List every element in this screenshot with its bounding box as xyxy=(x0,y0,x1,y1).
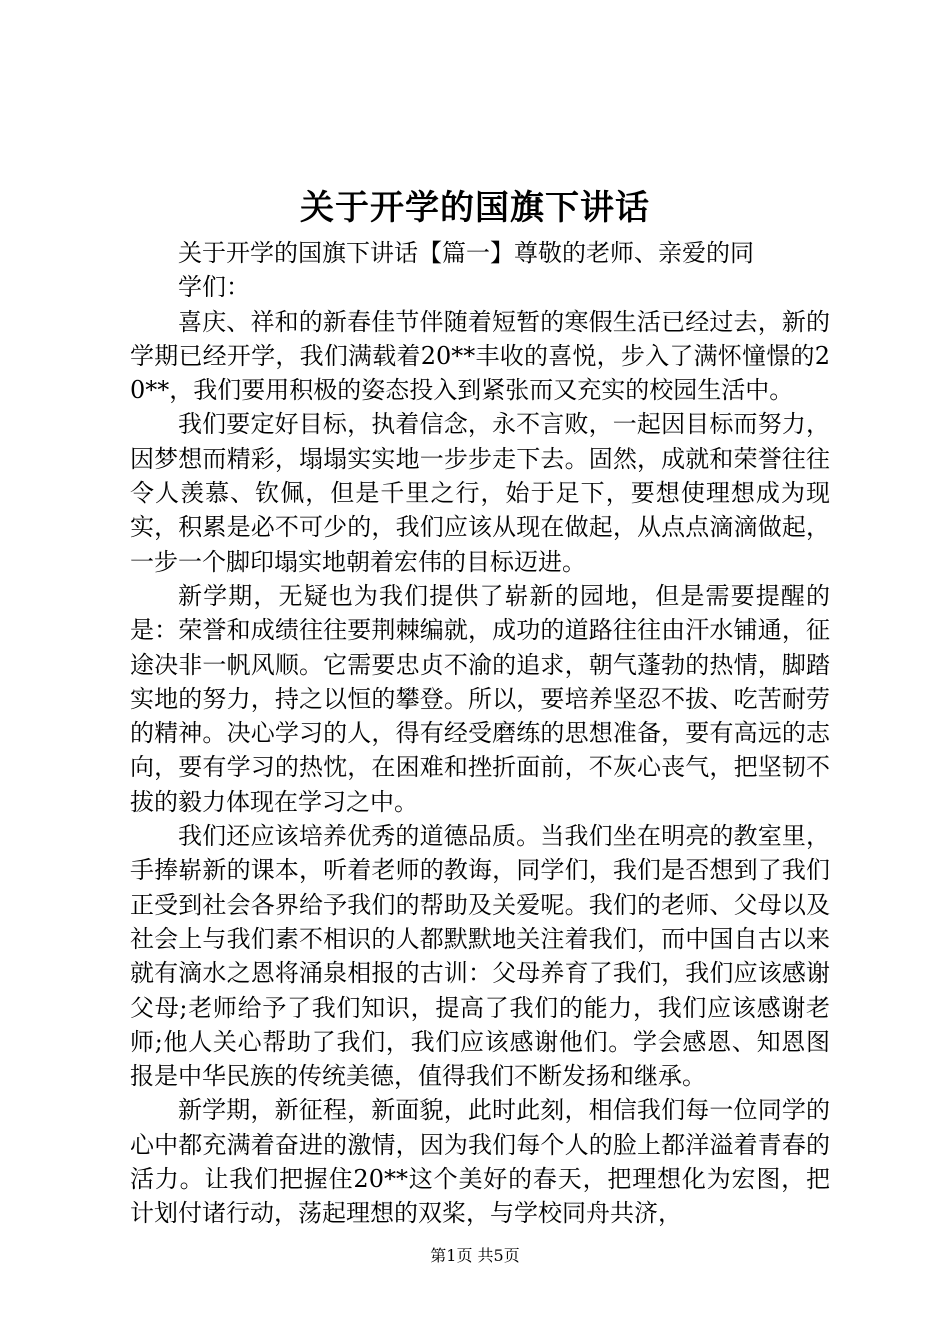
paragraph: 新学期，新征程，新面貌，此时此刻，相信我们每一位同学的心中都充满着奋进的激情，因为我们每个人的脸上都洋溢着青春的活力。让我们把握住20**这个美好的春天，把理想化为宏图，把计划付诸行动，荡起理想的双桨，与学校同舟共济， xyxy=(130,1096,830,1228)
paragraph: 我们还应该培养优秀的道德品质。当我们坐在明亮的教室里，手捧崭新的课本，听着老师的教诲，同学们，我们是否想到了我们正受到社会各界给予我们的帮助及关爱呢。我们的老师、父母以及社会上与我们素不相识的人都默默地关注着我们，而中国自古以来就有滴水之恩将涌泉相报的古训：父母养育了我们，我们应该感谢父母;老师给予了我们知识，提高了我们的能力，我们应该感谢老师;他人关心帮助了我们，我们应该感谢他们。学会感恩、知恩图报是中华民族的传统美德，值得我们不断发扬和继承。 xyxy=(130,822,830,1091)
paragraph-greeting: 关于开学的国旗下讲话【篇一】尊敬的老师、亲爱的同学们： xyxy=(178,239,754,302)
paragraph: 喜庆、祥和的新春佳节伴随着短暂的寒假生活已经过去，新的学期已经开学，我们满载着20**丰收的喜悦，步入了满怀憧憬的20**，我们要用积极的姿态投入到紧张而又充实的校园生活中。 xyxy=(130,307,830,405)
paragraph: 我们要定好目标，执着信念，永不言败，一起因目标而努力，因梦想而精彩，塌塌实实地一步步走下去。固然，成就和荣誉往往令人羡慕、钦佩，但是千里之行，始于足下，要想使理想成为现实，积累是必不可少的，我们应该从现在做起，从点点滴滴做起，一步一个脚印塌实地朝着宏伟的目标迈进。 xyxy=(130,410,830,576)
document-title: 关于开学的国旗下讲话 xyxy=(300,188,650,228)
document-body xyxy=(130,236,830,1231)
paragraph: 新学期，无疑也为我们提供了崭新的园地，但是需要提醒的是：荣誉和成绩往往要荆棘编就，成功的道路往往由汗水铺通，征途决非一帆风顺。它需要忠贞不渝的追求，朝气蓬勃的热情，脚踏实地的努力，持之以恒的攀登。所以，要培养坚忍不拔、吃苦耐劳的精神。决心学习的人，得有经受磨练的思想准备，要有高远的志向，要有学习的热忱，在困难和挫折面前，不灰心丧气，把坚韧不拔的毅力体现在学习之中。 xyxy=(130,581,830,816)
page-footer: 第1页 共5页 xyxy=(430,1246,520,1265)
